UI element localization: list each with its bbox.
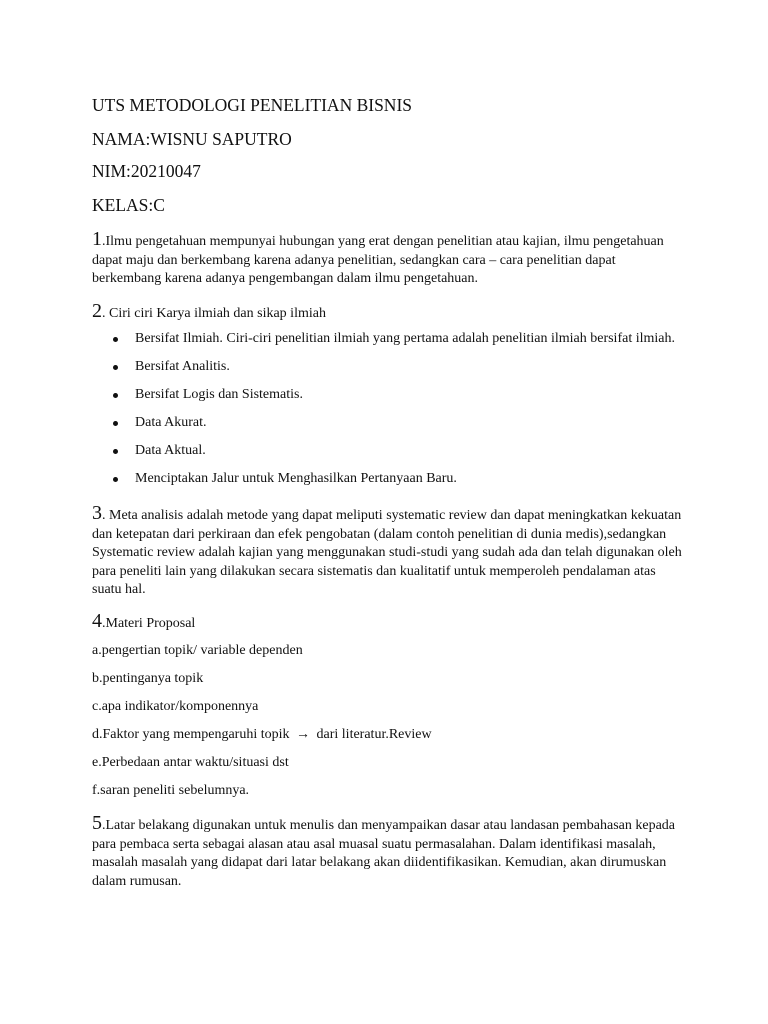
proposal-item-a: a.pengertian topik/ variable dependen: [92, 643, 303, 658]
answer-5-text: .Latar belakang digunakan untuk menulis dan menyampaikan dasar atau landasan pembahasan kepada para pembaca serta sebagai alasan atau asal muasal suatu permasalahan. Dalam identifikasi masalah, masalah masalah yang didapat dari latar belakang akan diidentifikasikan. Kemudian, akan dirumuskan dalam rumusan.: [92, 818, 676, 889]
document-title: UTS METODOLOGI PENELITIAN BISNIS: [92, 95, 413, 115]
answer-5-number: 5: [92, 812, 102, 834]
answer-5: [92, 814, 682, 891]
arrow-right-icon: →: [296, 727, 311, 742]
proposal-item-d: [92, 726, 432, 744]
answer-1-text: .Ilmu pengetahuan mempunyai hubungan yang erat dengan penelitian atau kajian, ilmu pengetahuan dapat maju dan berkembang karena adanya penelitian, sedangkan cara – cara penelitian dapat berkembang karena adanya pengembangan dalam ilmu pengetahuan.: [92, 234, 664, 286]
document-page: UTS METODOLOGI PENELITIAN BISNIS NAMA:WISNU SAPUTRO NIM:20210047 KELAS:C 1.Ilmu pengetahuan mempunyai hubungan yang erat dengan penelitian atau kajian, ilmu pengetahuan dapat maju dan berkembang karena adanya penelitian, sedangkan cara – cara penelitian dapat berkembang karena adanya pengembangan dalam ilmu pengetahuan. 2. Ciri ciri Karya ilmiah dan sikap ilmiah Bersifat Ilmiah. Ciri-ciri penelitian ilmiah yang pertama adalah penelitian ilmiah bersifat ilmiah. Bersifat Analitis. Bersifat Logis dan Sistematis. Data Akurat. Data Aktual. Menciptakan Jalur untuk Menghasilkan Pertanyaan Baru. 3. Meta analisis adalah metode yang dapat meliputi systematic review dan dapat meningkatkan kekuatan dan ketepatan dari perkiraan dan efek pengobatan (dalam contoh penelitian di dunia medis),sedangkan Systematic review adalah kajian yang menggunakan studi-studi yang sudah ada dan telah digunakan oleh para peneliti lain yang dilakukan secara sistematis dan kualitatif untuk memperoleh pendalaman atas suatu hal. 4.Materi Proposal a.pengertian topik/ variable dependen b.pentinganya topik c.apa indikator/komponennya d.Faktor yang mempengaruhi topik → dari literatur.Review e.Perbedaan antar waktu/situasi dst f.saran peneliti sebelumnya. 5.Latar belakang digunakan untuk menulis dan menyampaikan dasar atau landasan pembahasan kepada para pembaca serta sebagai alasan atau asal muasal suatu permasalahan. Dalam identifikasi masalah, masalah masalah yang didapat dari latar belakang akan diidentifikasikan. Kemudian, akan dirumuskan dalam rumusan.: [0, 0, 768, 1024]
bullet-icon: [113, 393, 118, 398]
proposal-item-e: e.Perbedaan antar waktu/situasi dst: [92, 755, 289, 770]
answer-3-number: 3: [92, 502, 102, 524]
bullet-icon: [113, 421, 118, 426]
bullet-icon: [113, 449, 118, 454]
bullet-icon: [113, 365, 118, 370]
answer-2-heading: [92, 302, 682, 324]
student-nim: NIM:20210047: [92, 161, 201, 181]
answer-2-text: . Ciri ciri Karya ilmiah dan sikap ilmiah: [102, 306, 326, 321]
proposal-item-b: b.pentinganya topik: [92, 671, 204, 686]
answer-4-text: .Materi Proposal: [102, 616, 196, 631]
answer-1: [92, 230, 682, 289]
student-name: NAMA:WISNU SAPUTRO: [92, 129, 292, 149]
answer-4-number: 4: [92, 610, 102, 632]
answer-2-number: 2: [92, 300, 102, 322]
proposal-item-d-text: d.Faktor yang mempengaruhi topik: [92, 727, 290, 742]
student-class: KELAS:C: [92, 195, 165, 215]
proposal-item-f: f.saran peneliti sebelumnya.: [92, 783, 250, 798]
bullet-icon: [113, 477, 118, 482]
bullet-icon: [113, 337, 118, 342]
answer-1-number: 1: [92, 228, 102, 250]
answer-3-text: . Meta analisis adalah metode yang dapat meliputi systematic review dan dapat meningkatkan kekuatan dan ketepatan dari perkiraan dan efek pengobatan (dalam contoh penelitian di dunia medis),sedangkan Systematic review adalah kajian yang menggunakan studi-studi yang sudah ada dan telah digunakan oleh para peneliti lain yang dilakukan secara sistematis dan kualitatif untuk memperoleh pendalaman atas suatu hal.: [92, 508, 682, 597]
answer-3: [92, 504, 682, 600]
proposal-item-c: c.apa indikator/komponennya: [92, 699, 259, 714]
proposal-item-d-source: dari literatur.Review: [316, 727, 432, 742]
answer-4-heading: [92, 612, 682, 634]
